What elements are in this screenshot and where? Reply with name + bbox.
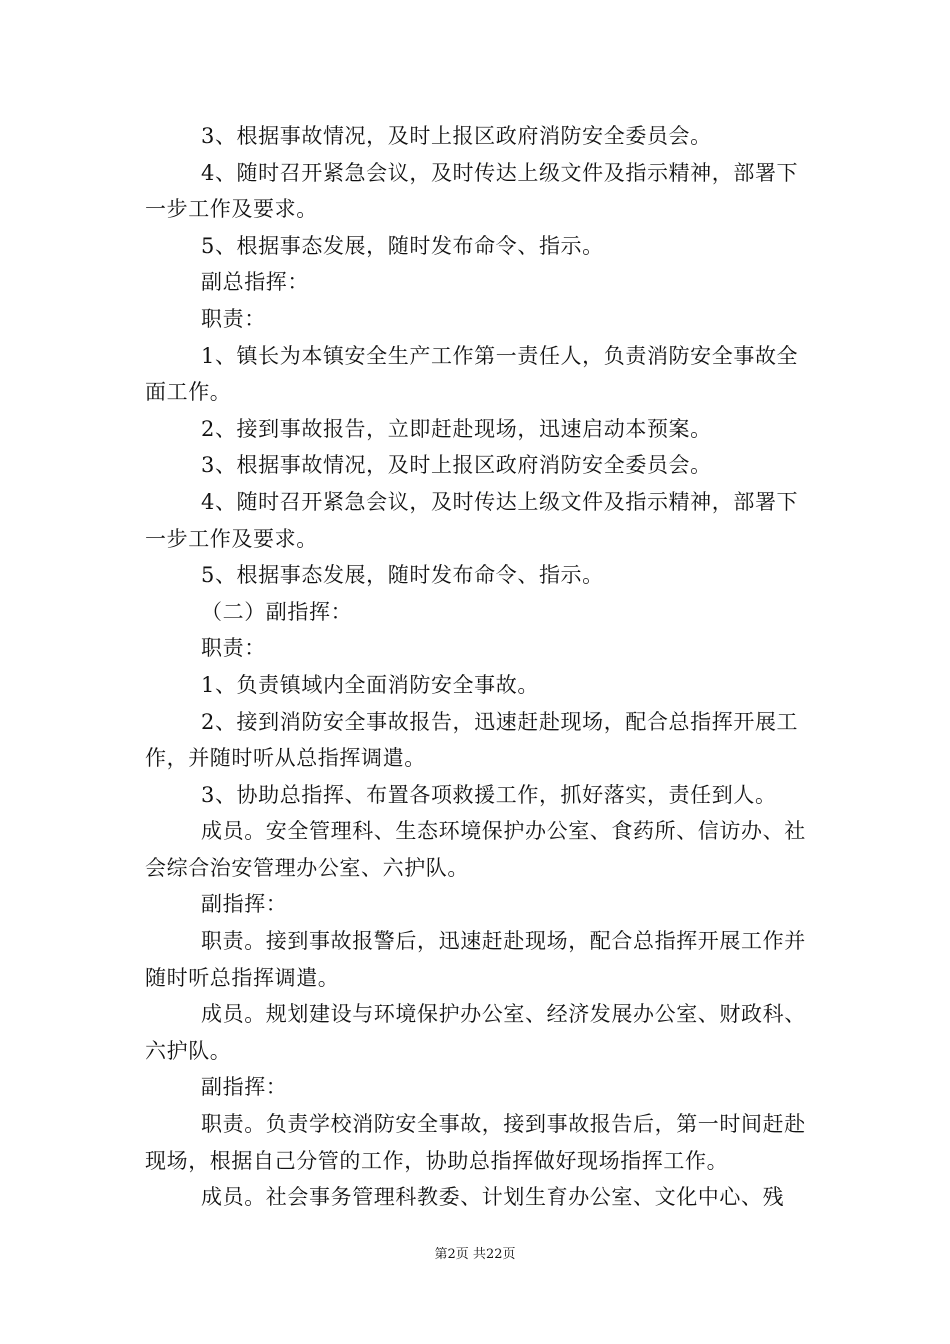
section-heading: （二）副指挥： [201, 599, 353, 624]
paragraph: 4、随时召开紧急会议，及时传达上级文件及指示精神，部署下一步工作及要求。 [145, 489, 799, 551]
paragraph: 成员。规划建设与环境保护办公室、经济发展办公室、财政科、六护队。 [145, 1002, 806, 1063]
paragraph: 2、接到消防安全事故报告，迅速赶赴现场，配合总指挥开展工作，并随时听从总指挥调遣。 [145, 709, 799, 771]
page-footer [0, 1246, 950, 1264]
total-pages-number: 22 [485, 1247, 503, 1262]
paragraph: 3、根据事故情况，及时上报区政府消防安全委员会。 [201, 124, 712, 148]
paragraph: 1、负责镇域内全面消防安全事故。 [201, 672, 539, 697]
paragraph: 1、镇长为本镇安全生产工作第一责任人，负责消防安全事故全面工作。 [145, 343, 799, 405]
paragraph: 5、根据事态发展，随时发布命令、指示。 [201, 233, 604, 258]
page-prefix: 第 [434, 1247, 448, 1262]
paragraph: 成员。安全管理科、生态环境保护办公室、食药所、信访办、社会综合治安管理办公室、六护队。 [145, 819, 806, 880]
section-heading: 副指挥： [201, 892, 288, 917]
paragraph: 职责： [201, 636, 266, 661]
paragraph: 2、接到事故报告，立即赶赴现场，迅速启动本预案。 [201, 416, 712, 441]
paragraph: 职责： [201, 306, 266, 331]
section-heading: 副指挥： [201, 1075, 288, 1100]
page-middle-text: 页 共 [455, 1247, 486, 1262]
current-page-number: 2 [447, 1247, 456, 1262]
paragraph: 成员。社会事务管理科教委、计划生育办公室、文化中心、残 [201, 1185, 785, 1210]
page-suffix: 页 [502, 1247, 516, 1262]
paragraph: 职责。负责学校消防安全事故，接到事故报告后，第一时间赶赴现场，根据自己分管的工作，协助总指挥做好现场指挥工作。 [145, 1112, 806, 1173]
paragraph: 3、根据事故情况，及时上报区政府消防安全委员会。 [201, 453, 712, 478]
document-body [145, 118, 810, 1216]
paragraph: 5、根据事态发展，随时发布命令、指示。 [201, 563, 604, 588]
paragraph: 3、协助总指挥、布置各项救援工作，抓好落实，责任到人。 [201, 782, 777, 807]
paragraph: 4、随时召开紧急会议，及时传达上级文件及指示精神，部署下一步工作及要求。 [145, 160, 799, 222]
section-heading: 副总指挥： [201, 270, 309, 295]
paragraph: 职责。接到事故报警后，迅速赶赴现场，配合总指挥开展工作并随时听总指挥调遣。 [145, 929, 806, 990]
